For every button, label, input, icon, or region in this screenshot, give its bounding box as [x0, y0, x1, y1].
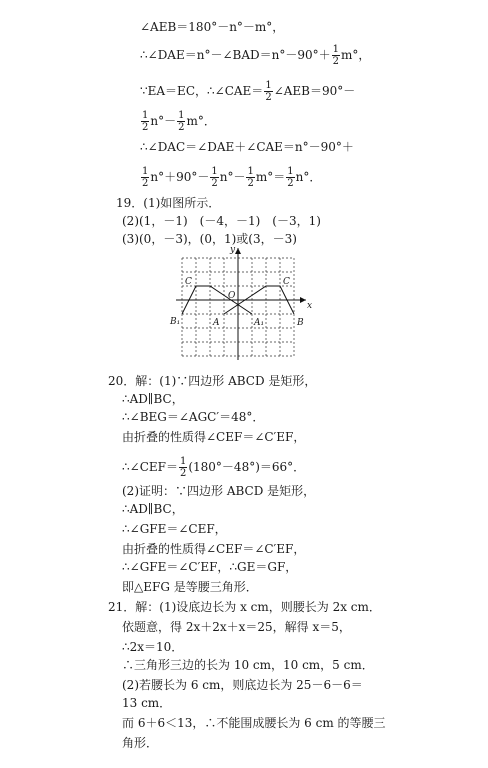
text-segment: m°，	[341, 48, 371, 62]
fraction-denominator: 2	[142, 178, 149, 189]
fraction	[177, 110, 185, 133]
fraction-denominator: 2	[247, 178, 254, 189]
text-line: ∴∠DAC＝∠DAE＋∠CAE＝n°－90°＋	[140, 140, 354, 154]
problem-21-line: 角形．	[122, 736, 159, 750]
text-line	[140, 166, 321, 189]
problem-19-line: (3)(0，－3)，(0，1)或(3，－3)	[122, 232, 297, 246]
text-segment: m°＝	[255, 170, 286, 184]
fraction	[264, 80, 272, 103]
fraction	[332, 44, 340, 67]
fraction-numerator: 1	[287, 166, 294, 177]
point-label-a: A	[213, 318, 220, 328]
fraction	[246, 166, 254, 189]
problem-20-line: (2)证明：∵四边形 ABCD 是矩形，	[122, 484, 316, 498]
problem-20-line: 由折叠的性质得∠CEF＝∠C′EF，	[122, 430, 306, 444]
fraction-denominator: 2	[178, 122, 185, 133]
fraction	[141, 110, 149, 133]
problem-21-line: 依题意，得 2x＋2x＋x＝25，解得 x＝5，	[122, 620, 351, 634]
y-axis-label: y	[230, 245, 236, 255]
fraction-numerator: 1	[265, 80, 272, 91]
text-segment: n°－	[219, 170, 246, 184]
problem-21-line: 而 6＋6＜13，∴不能围成腰长为 6 cm 的等腰三	[122, 716, 386, 730]
problem-20-line: ∴AD∥BC，	[122, 502, 184, 516]
problem-20-line: ∴∠BEG＝∠AGC′＝48°．	[122, 410, 265, 424]
point-label-c: C	[283, 277, 290, 287]
problem-20-line: ∴∠GFE＝∠CEF，	[122, 522, 227, 536]
text-segment: ∠AEB＝90°－	[273, 84, 356, 98]
problem-21-line: 13 cm．	[122, 696, 172, 710]
text-line	[140, 80, 355, 103]
text-segment: n°．	[295, 170, 322, 184]
fraction-denominator: 2	[287, 178, 294, 189]
origin-label: O	[228, 291, 236, 301]
fraction-denominator: 2	[142, 122, 149, 133]
fraction	[286, 166, 294, 189]
y-axis-arrow	[235, 248, 241, 254]
fraction-denominator: 2	[179, 468, 187, 479]
text-line	[140, 44, 370, 67]
x-axis-arrow	[300, 297, 306, 303]
text-segment: ∵EA＝EC，∴∠CAE＝	[140, 84, 264, 98]
text-segment: m°．	[186, 114, 216, 128]
problem-19-line: 19．(1)如图所示．	[116, 196, 221, 210]
text-segment: n°－	[150, 114, 177, 128]
fraction-numerator: 1	[179, 456, 187, 467]
problem-20-line	[122, 456, 305, 479]
fraction-denominator: 2	[265, 92, 272, 103]
problem-20-line: 由折叠的性质得∠CEF＝∠C′EF，	[122, 542, 306, 556]
fraction-denominator: 2	[211, 178, 218, 189]
problem-21-line: (2)若腰长为 6 cm，则底边长为 25－6－6＝	[122, 678, 363, 692]
problem-21-line: 21．解：(1)设底边长为 x cm，则腰长为 2x cm．	[108, 600, 381, 614]
problem-20-line: ∴AD∥BC，	[122, 392, 184, 406]
text-segment: ∴∠DAE＝n°－∠BAD＝n°－90°＋	[140, 48, 331, 62]
fraction	[210, 166, 218, 189]
fraction-numerator: 1	[247, 166, 254, 177]
text-segment: ∴∠CEF＝	[122, 460, 178, 474]
point-label-c: C	[185, 277, 192, 287]
text-segment: (180°－48°)＝66°．	[188, 460, 306, 474]
x-axis-label: x	[307, 301, 313, 311]
coordinate-grid-figure	[168, 244, 314, 362]
fraction	[179, 456, 187, 479]
fraction-numerator: 1	[142, 166, 149, 177]
fraction-denominator: 2	[332, 56, 339, 67]
fraction-numerator: 1	[332, 44, 339, 55]
point-label-b1: B₁	[170, 317, 181, 327]
problem-20-line: 20．解：(1)∵四边形 ABCD 是矩形，	[108, 374, 317, 388]
problem-21-line: ∴三角形三边的长为 10 cm，10 cm，5 cm．	[122, 658, 374, 672]
fraction-numerator: 1	[211, 166, 218, 177]
point-label-b: B	[297, 318, 304, 328]
problem-20-line: ∴∠GFE＝∠C′EF，∴GE＝GF，	[122, 560, 298, 574]
problem-21-line: ∴2x＝10．	[122, 640, 184, 654]
problem-19-line: (2)(1，－1) (－4，－1) (－3，1)	[122, 214, 321, 228]
text-line	[140, 110, 216, 133]
fraction-numerator: 1	[178, 110, 185, 121]
text-segment: n°＋90°－	[150, 170, 210, 184]
fraction	[141, 166, 149, 189]
fraction-numerator: 1	[142, 110, 149, 121]
text-line: ∠AEB＝180°－n°－m°，	[140, 20, 285, 34]
point-label-a1: A₁	[254, 318, 265, 328]
problem-20-line: 即△EFG 是等腰三角形．	[122, 580, 258, 594]
